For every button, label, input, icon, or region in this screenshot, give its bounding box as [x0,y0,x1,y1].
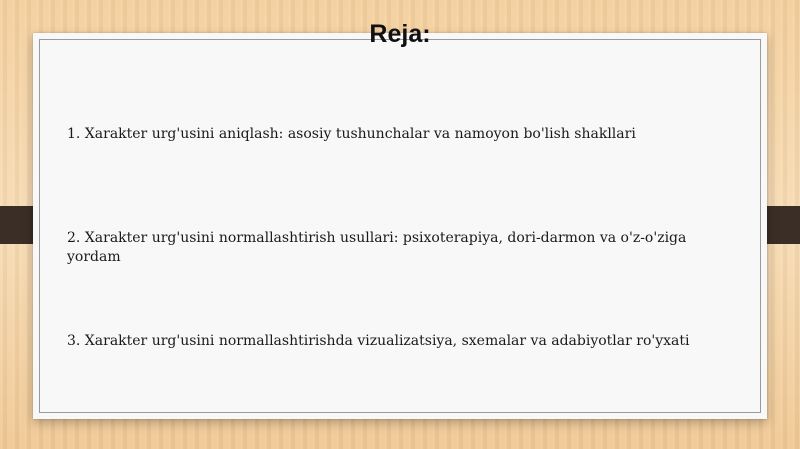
list-item-3: 3. Xarakter urg'usini normallashtirishda vizualizatsiya, sxemalar va adabiyotlar ro'yxati [67,333,690,349]
slide-border [39,39,761,413]
list-item-2: 2. Xarakter urg'usini normallashtirish usullari: psixoterapiya, dori-darmon va o'z-o'ziga yordam [67,230,687,265]
slide-frame [33,33,767,419]
slide-title: Reja: [369,20,431,48]
list-item-1: 1. Xarakter urg'usini aniqlash: asosiy tushunchalar va namoyon bo'lish shakllari [67,126,636,142]
